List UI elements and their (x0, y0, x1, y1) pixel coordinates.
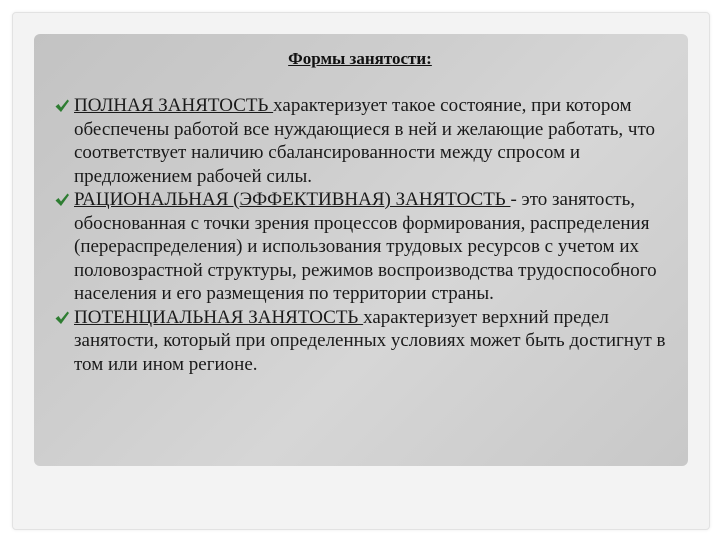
list-item-rational-employment (54, 188, 694, 306)
checkmark-bullet-icon (54, 192, 70, 208)
term-rational-employment: РАЦИОНАЛЬНАЯ (ЭФФЕКТИВНАЯ) ЗАНЯТОСТЬ (74, 189, 511, 210)
definition-potential-employment: характеризует верхний предел занятости, который при определенных условиях может быть достигнут в том или ином регионе. (74, 306, 666, 375)
definition-full-employment: характеризует такое состояние, при котором обеспечены работой все нуждающиеся в ней и желающие работать, что соответствует наличию сбалансированности между спросом и предложением рабочей силы. (74, 95, 656, 187)
list-item-potential-employment (54, 306, 694, 377)
checkmark-bullet-icon (54, 98, 70, 114)
list-item-full-employment (54, 94, 694, 188)
term-full-employment: ПОЛНАЯ ЗАНЯТОСТЬ (74, 95, 274, 116)
checkmark-bullet-icon (54, 310, 70, 326)
term-potential-employment: ПОТЕНЦИАЛЬНАЯ ЗАНЯТОСТЬ (74, 306, 364, 328)
definition-rational-employment: - это занятость, обоснованная с точки зрения процессов формирования, распределения (перераспределения) и использования трудовых ресурсов с учетом их половозрастной структуры, режимов воспроизводства трудоспособного населения и его размещения по территории страны. (74, 189, 657, 304)
slide-title: Формы занятости: (288, 49, 432, 68)
bullet-list (54, 94, 694, 376)
